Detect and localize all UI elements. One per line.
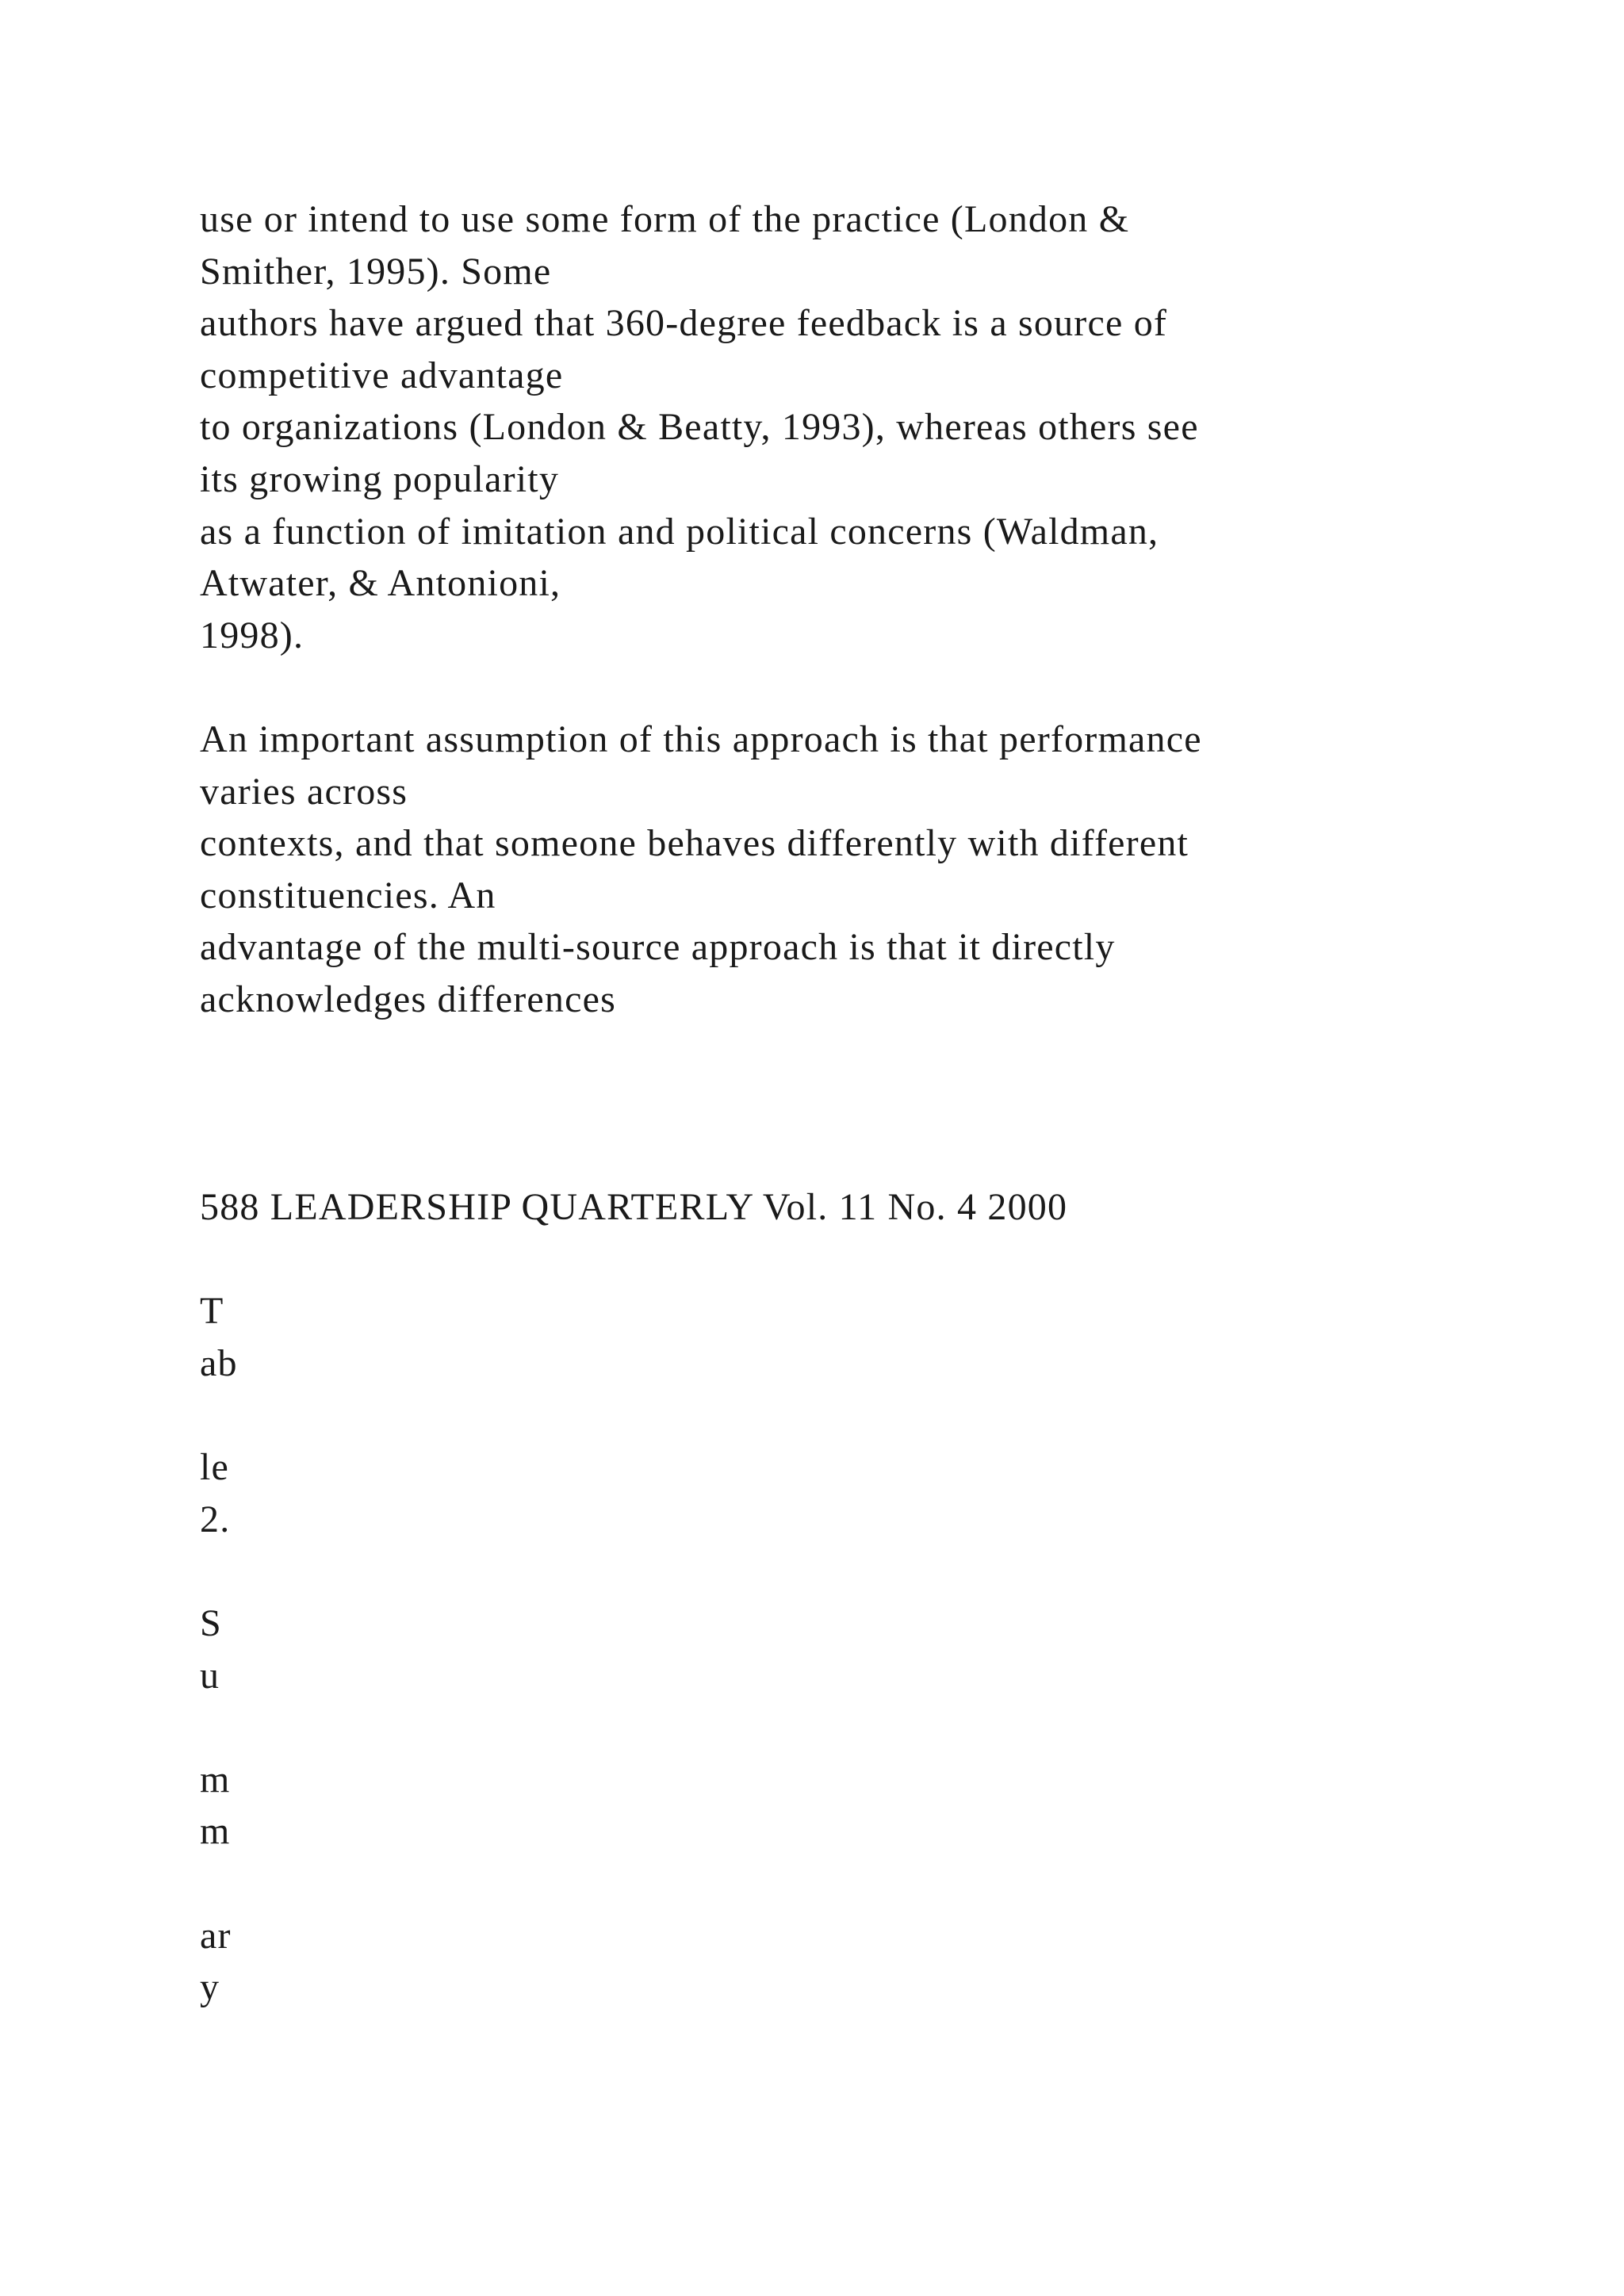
table-caption-fragment: 2. bbox=[200, 1498, 231, 1540]
text-line: Atwater, & Antonioni, bbox=[200, 562, 561, 605]
table-caption-fragment: m bbox=[200, 1810, 231, 1853]
blank-line bbox=[200, 1234, 1548, 1286]
document-text bbox=[200, 193, 1548, 2014]
text-line: acknowledges differences bbox=[200, 978, 617, 1020]
table-caption-fragment: y bbox=[200, 1966, 220, 2009]
text-line: competitive advantage bbox=[200, 354, 564, 396]
blank-line bbox=[200, 1026, 1548, 1078]
table-caption-fragment: S bbox=[200, 1602, 222, 1645]
text-line: An important assumption of this approach is that performance bbox=[200, 718, 1202, 760]
blank-line bbox=[200, 1390, 1548, 1442]
text-line: 1998). bbox=[200, 614, 304, 656]
text-line: as a function of imitation and political concerns (Waldman, bbox=[200, 510, 1159, 553]
table-caption-fragment: m bbox=[200, 1758, 231, 1800]
text-line: varies across bbox=[200, 770, 408, 813]
blank-line bbox=[200, 1130, 1548, 1182]
blank-line bbox=[200, 1858, 1548, 1910]
text-line: use or intend to use some form of the practice (London & bbox=[200, 198, 1130, 240]
text-line: advantage of the multi-source approach is that it directly bbox=[200, 926, 1116, 969]
text-line: its growing popularity bbox=[200, 457, 560, 500]
table-caption-fragment: le bbox=[200, 1446, 230, 1489]
text-line: to organizations (London & Beatty, 1993), whereas others see bbox=[200, 406, 1199, 449]
blank-line bbox=[200, 661, 1548, 714]
blank-line bbox=[200, 1545, 1548, 1598]
table-caption-fragment: T bbox=[200, 1290, 224, 1333]
text-line: constituencies. An bbox=[200, 874, 496, 916]
table-caption-fragment: u bbox=[200, 1654, 220, 1697]
running-header: 588 LEADERSHIP QUARTERLY Vol. 11 No. 4 2000 bbox=[200, 1186, 1068, 1229]
text-line: contexts, and that someone behaves differently with different bbox=[200, 822, 1189, 865]
table-caption-fragment: ab bbox=[200, 1342, 238, 1385]
text-line: Smither, 1995). Some bbox=[200, 250, 552, 293]
blank-line bbox=[200, 1701, 1548, 1754]
text-line: authors have argued that 360-degree feedback is a source of bbox=[200, 302, 1168, 345]
table-caption-fragment: ar bbox=[200, 1914, 232, 1957]
blank-line bbox=[200, 1077, 1548, 1130]
